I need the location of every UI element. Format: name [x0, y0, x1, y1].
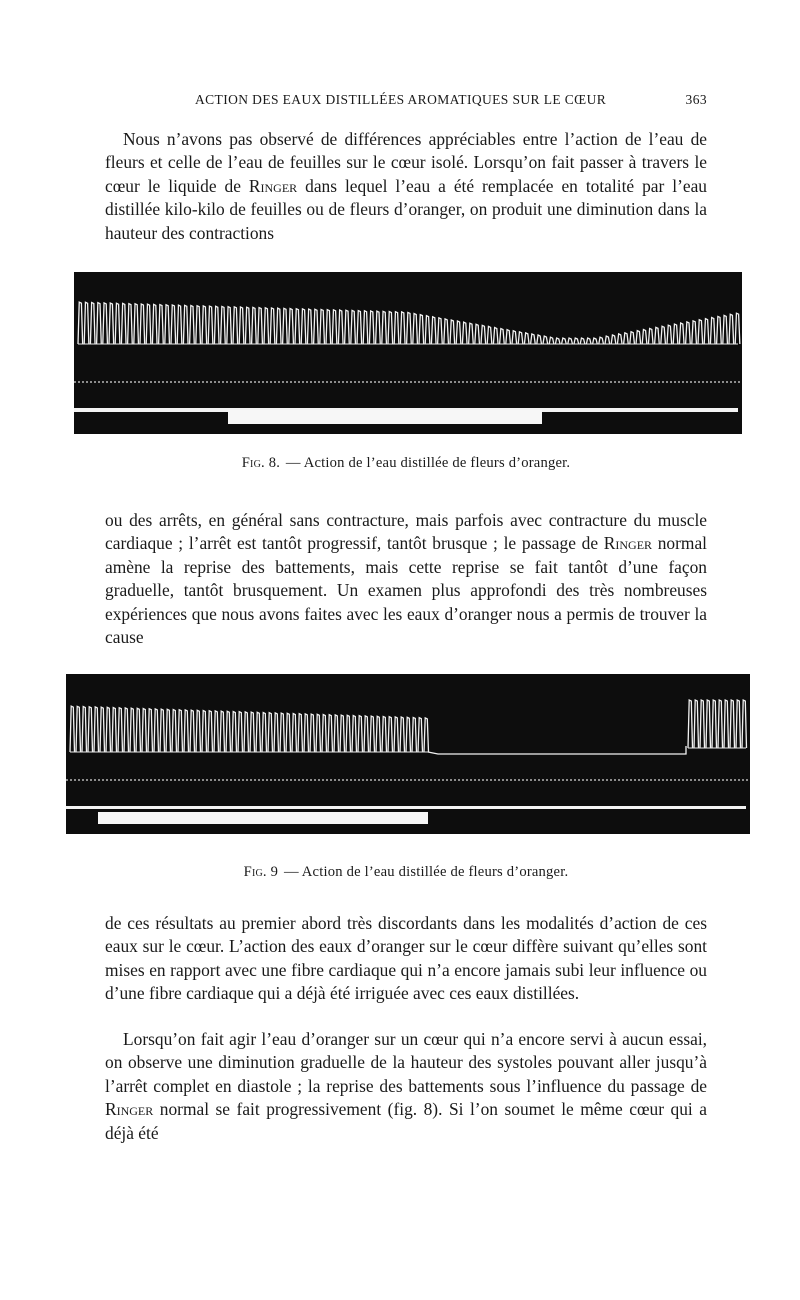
page-number: 363 [685, 92, 707, 107]
running-title: ACTION DES EAUX DISTILLÉES AROMATIQUES SUR LE CŒUR [195, 92, 607, 107]
figure-8-label: Fig. 8. [241, 455, 281, 471]
paragraph-1 [105, 128, 707, 245]
paragraph-1-text-a: Nous n’avons pas observé de différences appréciables entre l’action de l’eau de fleurs et celle de l’eau de feuilles sur le cœur isolé. Lorsqu’on fait passer à travers le cœur le liquide de [105, 129, 707, 196]
ringer-name: Ringer [603, 533, 653, 554]
paragraph-2-text-b: normal amène la reprise des battements, mais cette reprise se fait tantôt d’une façon graduelle, tantôt brusquement. Un examen plus approfondi des très nombreuses expériences que nous avons faites avec les eaux d’oranger nous a permis de trouver la cause [105, 533, 708, 648]
fig9-arrest-line [428, 746, 686, 754]
figure-8-kymograph-trace [74, 272, 742, 434]
paragraph-3 [105, 912, 707, 1006]
figure-8-trace-svg [74, 272, 742, 434]
paragraph-3-text: de ces résultats au premier abord très discordants dans les modalités d’action de ces eaux sur le cœur. L’action des eaux d’oranger sur le cœur diffère suivant qu’elles sont mises en rapport avec une fibre cardiaque qui n’a encore jamais subi leur influence ou d’une fibre cardiaque qui a déjà été irriguée avec ces eaux distillées. [105, 913, 707, 1004]
figure-8-title: — Action de l’eau distillée de fleurs d’oranger. [282, 455, 571, 471]
ringer-name: Ringer [105, 1099, 154, 1120]
figure-8-caption [105, 455, 707, 472]
running-header [105, 92, 707, 112]
paragraph-2-text-a: ou des arrêts, en général sans contracture, mais parfois avec contracture du muscle cardiaque ; l’arrêt est tantôt progressif, tantôt brusque ; le passage de [105, 510, 707, 554]
figure-9-caption [105, 864, 707, 881]
figure-9-trace-svg [66, 674, 750, 834]
fig9-signal-baseline [66, 806, 746, 809]
fig9-perfusion-signal-bar [98, 812, 428, 824]
paragraph-4-text-b: normal se fait progressivement (fig. 8). Si l’on soumet le même cœur qui a déjà été [105, 1099, 707, 1143]
paragraph-2 [105, 509, 707, 649]
fig9-beat-trace [70, 706, 429, 752]
paragraph-4 [105, 1028, 707, 1145]
figure-9-kymograph-trace [66, 674, 750, 834]
paragraph-4-text-a: Lorsqu’on fait agir l’eau d’oranger sur un cœur qui n’a encore servi à aucun essai, on observe une diminution graduelle de la hauteur des systoles pouvant aller jusqu’à l’arrêt complet en diastole ; la reprise des battements sous l’influence du passage de [105, 1029, 707, 1096]
ringer-name: Ringer [248, 175, 298, 196]
fig9-recovery-trace [688, 700, 747, 748]
paragraph-1-text-b: dans lequel l’eau a été remplacée en totalité par l’eau distillée kilo-kilo de feuilles ou de fleurs d’oranger, on produit une diminution dans la hauteur des contractions [105, 175, 708, 243]
figure-9-title: — Action de l’eau distillée de fleurs d’oranger. [280, 864, 569, 880]
fig8-perfusion-signal-bar [228, 410, 542, 424]
fig8-beat-trace [78, 302, 740, 344]
figure-9-label: Fig. 9 [243, 864, 279, 880]
